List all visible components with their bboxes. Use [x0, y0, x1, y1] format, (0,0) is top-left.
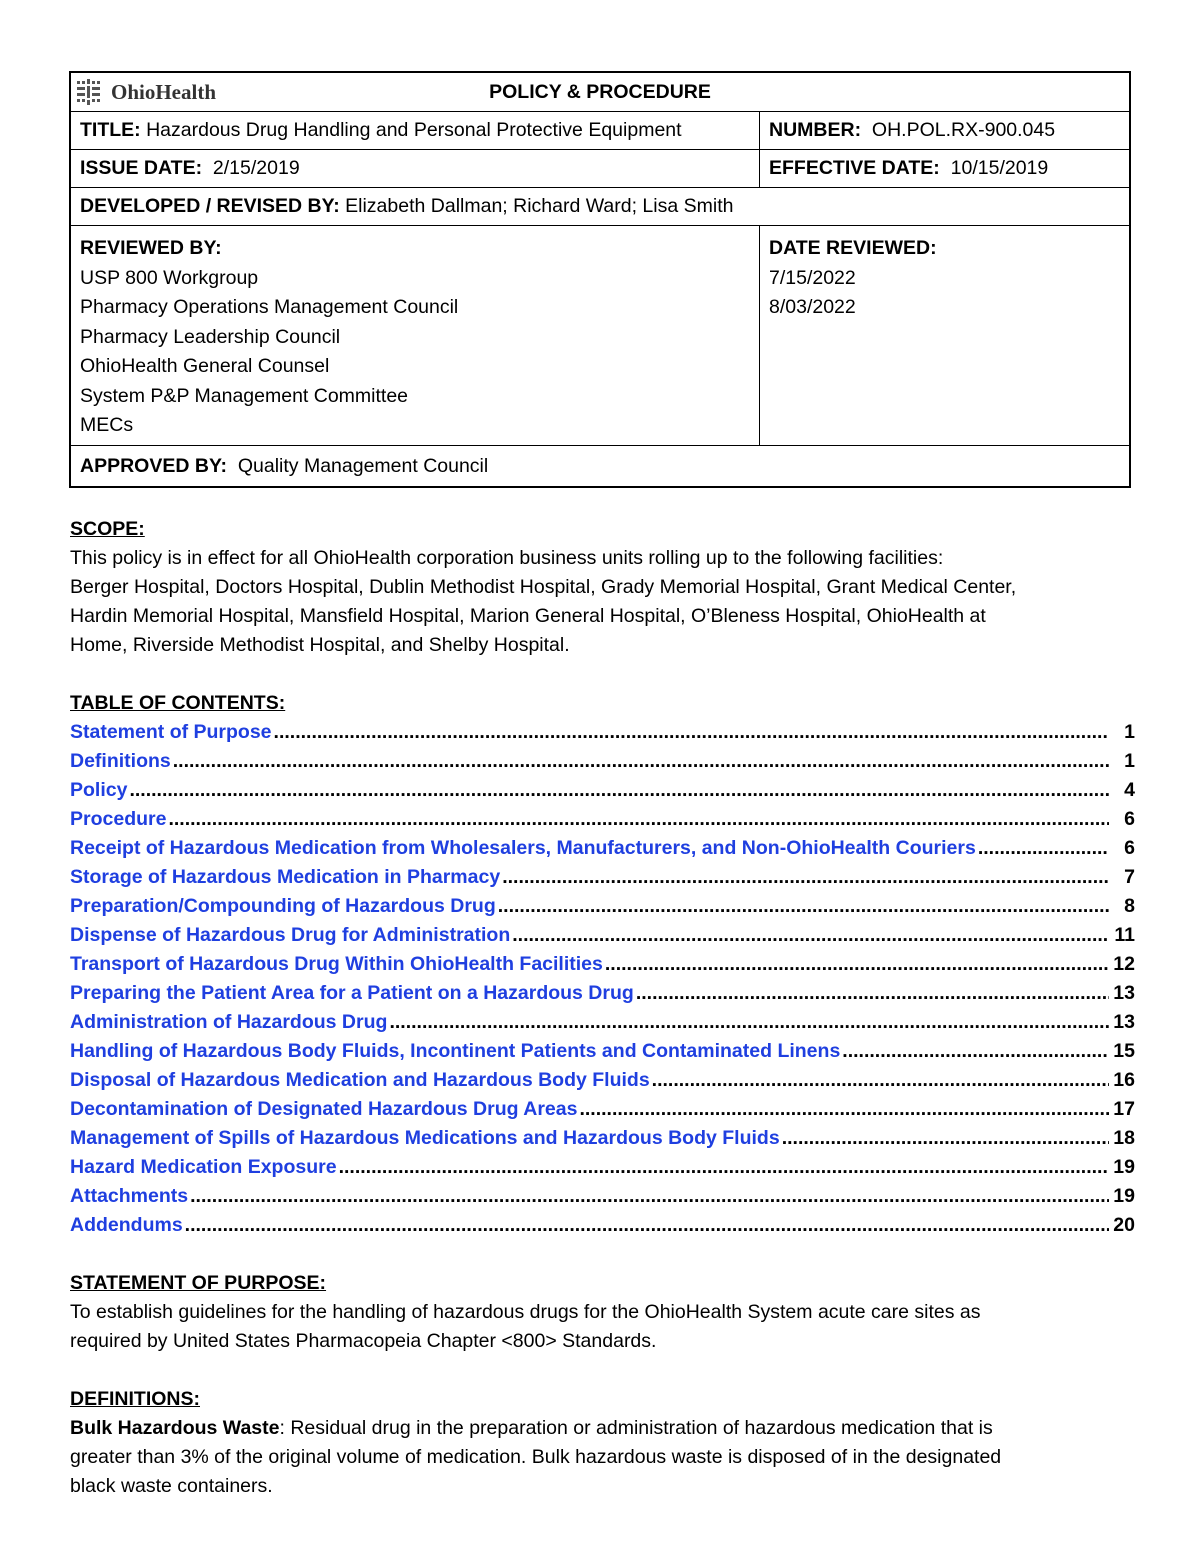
toc-entry-link[interactable]: Decontamination of Designated Hazardous Drug Areas [70, 1098, 578, 1120]
scope-heading: SCOPE: [70, 518, 145, 540]
toc-leader-dots [389, 1008, 1109, 1037]
toc-entry-link[interactable]: Management of Spills of Hazardous Medications and Hazardous Body Fluids [70, 1127, 780, 1149]
toc-entry-link[interactable]: Storage of Hazardous Medication in Pharmacy [70, 866, 501, 888]
date-reviewed-cell [760, 226, 1129, 445]
toc-leader-dots [636, 979, 1109, 1008]
approved-by-value: Quality Management Council [237, 454, 489, 477]
toc-page-number: 18 [1113, 1127, 1135, 1149]
toc-entry[interactable] [70, 863, 1135, 892]
toc-leader-dots [605, 950, 1109, 979]
definition-text: : Residual drug in the preparation or administration of hazardous medication that is [279, 1417, 993, 1439]
policy-header-table [69, 71, 1131, 488]
toc-entry[interactable] [70, 979, 1135, 1008]
toc-entry-link[interactable]: Preparation/Compounding of Hazardous Drug [70, 895, 496, 917]
approved-by-cell [71, 446, 1129, 486]
doc-type-title: POLICY & PROCEDURE [489, 81, 711, 103]
issue-date-value: 2/15/2019 [212, 157, 300, 179]
toc-entry-link[interactable]: Hazard Medication Exposure [70, 1156, 337, 1178]
toc-entry-link[interactable]: Addendums [70, 1214, 183, 1236]
toc-page-number: 17 [1113, 1098, 1135, 1120]
toc-page-number: 6 [1124, 808, 1135, 830]
scope-line: Home, Riverside Methodist Hospital, and Shelby Hospital. [70, 634, 570, 656]
toc-leader-dots [185, 1211, 1109, 1240]
definition-line: black waste containers. [70, 1475, 273, 1497]
purpose-line: To establish guidelines for the handling of hazardous drugs for the OhioHealth System acute care sites as [70, 1301, 981, 1323]
toc-entry-link[interactable]: Policy [70, 779, 128, 801]
toc-entry[interactable] [70, 1124, 1135, 1153]
toc-leader-dots [842, 1037, 1109, 1066]
toc-entry[interactable] [70, 776, 1135, 805]
reviewer: MECs [80, 414, 134, 436]
number-label: NUMBER: [769, 119, 862, 141]
header-row-dates [71, 150, 1129, 188]
toc-page-number: 19 [1113, 1156, 1135, 1178]
date-reviewed-label: DATE REVIEWED: [769, 237, 937, 259]
toc-entry[interactable] [70, 950, 1135, 979]
toc-entry[interactable] [70, 834, 1135, 863]
toc-leader-dots [173, 747, 1109, 776]
toc-leader-dots [168, 805, 1109, 834]
developed-by-value: Elizabeth Dallman; Richard Ward; Lisa Smith [345, 195, 734, 217]
developed-by-cell [71, 188, 1129, 225]
effective-date-cell [760, 150, 1129, 187]
document-body [70, 515, 1135, 1501]
issue-date-label: ISSUE DATE: [80, 157, 203, 179]
toc-entry[interactable] [70, 1066, 1135, 1095]
toc-leader-dots [579, 1095, 1109, 1124]
toc-entry-link[interactable]: Administration of Hazardous Drug [70, 1011, 388, 1033]
effective-date-value: 10/15/2019 [950, 157, 1049, 179]
toc-entry[interactable] [70, 805, 1135, 834]
header-row-reviewed [71, 226, 1129, 446]
header-row-approved [71, 446, 1129, 486]
title-label: TITLE: [80, 119, 141, 141]
definition-line: greater than 3% of the original volume of medication. Bulk hazardous waste is disposed of in the designated [70, 1446, 1002, 1468]
toc-page-number: 16 [1113, 1069, 1135, 1091]
toc-page-number: 13 [1113, 1011, 1135, 1033]
toc-page-number: 19 [1113, 1185, 1135, 1207]
header-row-title-number [71, 112, 1129, 150]
toc-page-number: 12 [1113, 953, 1135, 975]
purpose-line: required by United States Pharmacopeia Chapter <800> Standards. [70, 1330, 657, 1352]
toc-entry-link[interactable]: Dispense of Hazardous Drug for Administration [70, 924, 511, 946]
reviewer: USP 800 Workgroup [80, 266, 259, 289]
toc-heading: TABLE OF CONTENTS: [70, 692, 286, 714]
toc-page-number: 13 [1113, 982, 1135, 1004]
scope-line: This policy is in effect for all OhioHealth corporation business units rolling up to the following facilities: [70, 547, 944, 569]
date-reviewed-value: 7/15/2022 [769, 266, 856, 289]
number-cell [760, 112, 1129, 149]
purpose-heading: STATEMENT OF PURPOSE: [70, 1272, 327, 1294]
title-cell [71, 112, 760, 149]
definition-line [70, 1414, 1135, 1443]
effective-date-label: EFFECTIVE DATE: [769, 157, 940, 179]
toc-entry-link[interactable]: Handling of Hazardous Body Fluids, Incontinent Patients and Contaminated Linens [70, 1040, 841, 1062]
toc-entry[interactable] [70, 921, 1135, 950]
toc-entry[interactable] [70, 1008, 1135, 1037]
title-value: Hazardous Drug Handling and Personal Protective Equipment [146, 119, 682, 141]
date-reviewed-value: 8/03/2022 [769, 296, 856, 318]
definition-term: Bulk Hazardous Waste [70, 1417, 280, 1439]
reviewer: Pharmacy Operations Management Council [80, 296, 459, 318]
reviewer: OhioHealth General Counsel [80, 355, 330, 377]
toc-page-number: 6 [1124, 837, 1135, 859]
toc-entry-link[interactable]: Definitions [70, 750, 171, 772]
toc-leader-dots [978, 834, 1109, 863]
scope-line: Hardin Memorial Hospital, Mansfield Hospital, Marion General Hospital, O’Bleness Hospital, OhioHealth at [70, 605, 986, 627]
reviewer: System P&P Management Committee [80, 384, 409, 407]
toc-page-number: 20 [1113, 1214, 1135, 1236]
approved-by-label: APPROVED BY: [80, 454, 227, 477]
toc-leader-dots [652, 1066, 1109, 1095]
scope-line: Berger Hospital, Doctors Hospital, Dublin Methodist Hospital, Grady Memorial Hospital, Grant Medical Center, [70, 576, 1017, 598]
toc-entry-link[interactable]: Preparing the Patient Area for a Patient on a Hazardous Drug [70, 982, 634, 1004]
toc-leader-dots [190, 1182, 1109, 1211]
toc-leader-dots [512, 921, 1109, 950]
toc-page-number: 15 [1113, 1040, 1135, 1062]
toc-entry[interactable] [70, 1153, 1135, 1182]
developed-by-label: DEVELOPED / REVISED BY: [80, 195, 340, 217]
issue-date-cell [71, 150, 760, 187]
toc-entry-link[interactable]: Attachments [70, 1185, 189, 1207]
toc-entry-link[interactable]: Procedure [70, 808, 167, 830]
toc-entry-link[interactable]: Transport of Hazardous Drug Within OhioHealth Facilities [70, 953, 603, 975]
header-row-title [71, 73, 1129, 112]
toc-leader-dots [339, 1153, 1109, 1182]
toc-entry[interactable] [70, 747, 1135, 776]
definitions-heading: DEFINITIONS: [70, 1388, 200, 1410]
toc-leader-dots [782, 1124, 1109, 1153]
toc-entry-link[interactable]: Receipt of Hazardous Medication from Wholesalers, Manufacturers, and Non-OhioHealth Couriers [70, 837, 976, 859]
toc-page-number: 1 [1124, 721, 1135, 743]
reviewed-by-label: REVIEWED BY: [80, 237, 222, 259]
toc-entry[interactable] [70, 892, 1135, 921]
toc-leader-dots [274, 718, 1109, 747]
toc-entry-link[interactable]: Statement of Purpose [70, 721, 272, 743]
toc-entry[interactable] [70, 718, 1135, 747]
toc-page-number: 8 [1124, 895, 1135, 917]
toc-leader-dots [129, 776, 1109, 805]
number-value: OH.POL.RX-900.045 [871, 119, 1056, 141]
toc-page-number: 7 [1124, 866, 1135, 888]
toc-entry[interactable] [70, 1182, 1135, 1211]
header-row-developed [71, 188, 1129, 226]
reviewed-by-cell [71, 226, 760, 445]
toc-entry-link[interactable]: Disposal of Hazardous Medication and Hazardous Body Fluids [70, 1069, 650, 1091]
logo-text: OhioHealth [111, 79, 217, 104]
toc-page-number: 11 [1114, 924, 1135, 946]
toc-leader-dots [498, 892, 1109, 921]
toc-entry[interactable] [70, 1037, 1135, 1066]
toc-leader-dots [502, 863, 1109, 892]
toc-page-number: 4 [1124, 779, 1135, 801]
toc-entry[interactable] [70, 1095, 1135, 1124]
reviewer: Pharmacy Leadership Council [80, 325, 341, 348]
toc-list [70, 718, 1135, 1240]
toc-page-number: 1 [1124, 750, 1135, 772]
toc-entry[interactable] [70, 1211, 1135, 1240]
